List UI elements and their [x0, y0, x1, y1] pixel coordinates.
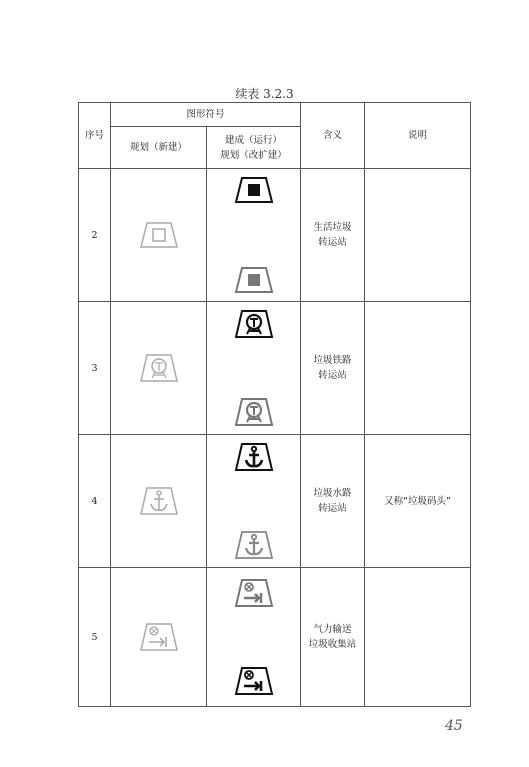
anchor-filled-icon: [234, 442, 274, 472]
header-built: [207, 127, 301, 169]
symbol-table: [78, 102, 471, 707]
table-row: [79, 169, 471, 302]
square-in-trapezoid-icon: [139, 221, 179, 249]
header-meaning: 含义: [301, 103, 365, 169]
planned-symbol-cell: [111, 568, 207, 707]
meaning-cell: [301, 435, 365, 568]
header-built-line1: 建成（运行）: [225, 134, 283, 146]
square-in-trapezoid-planned-icon: [234, 266, 274, 294]
square-in-trapezoid-filled-icon: [234, 176, 274, 204]
header-note: 说明: [365, 103, 471, 169]
header-symbol-group: 图形符号: [111, 103, 301, 127]
note-cell: [365, 302, 471, 435]
row-index: 3: [79, 302, 111, 435]
table-caption: 续表 3.2.3: [235, 87, 294, 101]
header-index: 序号: [79, 103, 111, 169]
pneumatic-arrow-icon: [139, 622, 179, 652]
meaning-cell: [301, 169, 365, 302]
railway-emblem-filled-icon: [234, 309, 274, 339]
planned-symbol-cell: [111, 169, 207, 302]
row-index: 4: [79, 435, 111, 568]
built-symbol-cell: [207, 435, 301, 568]
note-cell: [365, 568, 471, 707]
page-number: 45: [445, 718, 463, 734]
row-index: 5: [79, 568, 111, 707]
meaning-line2: 转运站: [318, 503, 347, 514]
meaning-line2: 垃圾收集站: [308, 639, 357, 650]
table-row: [79, 568, 471, 707]
railway-emblem-planned-icon: [234, 397, 274, 427]
table-row: [79, 435, 471, 568]
meaning-line1: 生活垃圾: [313, 222, 352, 233]
railway-emblem-icon: [139, 353, 179, 383]
built-symbol-cell: [207, 568, 301, 707]
meaning-cell: [301, 568, 365, 707]
note-cell: 又称“垃圾码头”: [365, 435, 471, 568]
meaning-line2: 转运站: [318, 370, 347, 381]
planned-symbol-cell: [111, 435, 207, 568]
note-cell: [365, 169, 471, 302]
meaning-line2: 转运站: [318, 237, 347, 248]
meaning-cell: [301, 302, 365, 435]
table-row: [79, 302, 471, 435]
meaning-line1: 垃圾铁路: [313, 355, 352, 366]
planned-symbol-cell: [111, 302, 207, 435]
header-planned-new: 规划（新建）: [111, 127, 207, 169]
built-symbol-cell: [207, 169, 301, 302]
anchor-planned-icon: [234, 530, 274, 560]
anchor-icon: [139, 486, 179, 516]
header-built-line2: 规划（改扩建）: [220, 149, 287, 161]
pneumatic-arrow-filled-icon: [234, 666, 274, 696]
meaning-line1: 垃圾水路: [313, 488, 352, 499]
row-index: 2: [79, 169, 111, 302]
built-symbol-cell: [207, 302, 301, 435]
meaning-line1: 气力输送: [313, 624, 352, 635]
pneumatic-arrow-planned-icon: [234, 578, 274, 608]
